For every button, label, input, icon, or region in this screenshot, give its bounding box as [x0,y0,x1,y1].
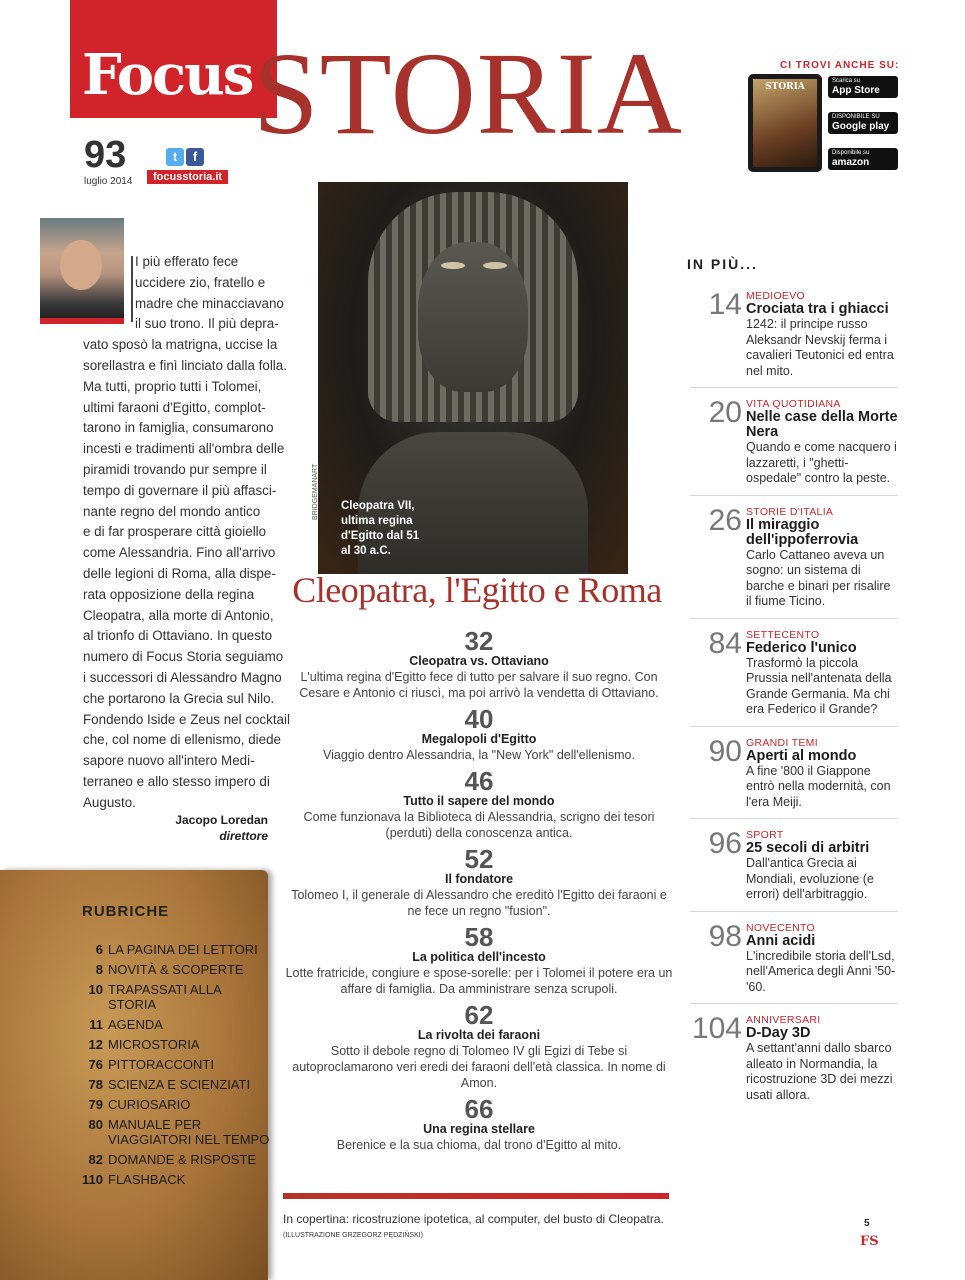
in-piu-category: NOVECENTO [746,921,816,934]
toc-divider [283,1193,669,1199]
in-piu-category: GRANDI TEMI [746,736,818,749]
in-piu-category: VITA QUOTIDIANA [746,398,841,410]
rubrica-item[interactable] [82,962,272,977]
tablet-image [748,74,822,172]
rubrica-item[interactable] [82,1057,272,1072]
rubrica-page: 8 [95,962,103,977]
in-piu-item[interactable] [690,503,898,619]
tablet-title: STORIA [765,82,805,92]
toc-page: 58 [464,922,494,952]
rubrica-label: PITTORACCONTI [108,1057,214,1072]
brand-storia: STORIA [253,28,684,159]
rubrica-page: 110 [82,1172,103,1187]
website-link[interactable]: focusstoria.it [147,170,228,184]
editorial-line: I più efferato fece [135,254,239,269]
in-piu-page: 26 [708,503,742,537]
rubrica-label: SCIENZA E SCIENZIATI [108,1077,251,1092]
toc-page: 40 [464,704,494,734]
in-piu-page: 98 [708,919,742,953]
brand-focus: Focus [82,42,253,108]
rubrica-label: AGENDA [108,1017,163,1032]
in-piu-category: ANNIVERSARI [746,1014,821,1026]
toc-headline: Cleopatra vs. Ottaviano [409,654,549,668]
hero-caption: Cleopatra VII, ultima regina d'Egitto dal 51 al 30 a.C. [341,500,420,557]
rubrica-page: 6 [95,942,103,957]
toc-item[interactable] [283,768,675,841]
in-piu-list [690,290,898,1121]
rubrica-page: 76 [88,1057,103,1072]
in-piu-description: Carlo Cattaneo aveva un sogno: un sistema di barche e binari per risalire il fiume Ticino. [746,547,891,608]
toc-description: Sotto il debole regno di Tolomeo IV gli Egizi di Tebe si autoproclamarono veri eredi dei faraoni dell'età classica. In nome di Amon. [292,1044,666,1090]
in-piu-category: MEDIOEVO [746,290,805,302]
editorial-line: uccidere zio, fratello e [135,274,266,290]
in-piu-page: 90 [708,734,742,768]
toc-page: 66 [464,1094,494,1124]
toc-headline: Tutto il sapere del mondo [403,794,555,808]
rubrica-label: DOMANDE & RISPOSTE [108,1152,257,1167]
editorial-line: tempo di governare il più affasci- [83,482,277,498]
twitter-icon[interactable]: t [166,148,184,166]
editorial-line: come Alessandria. Fino all'arrivo [83,545,276,561]
social-links [166,148,204,166]
find-us-label: CI TROVI ANCHE SU: [780,60,900,71]
editorial-line: sorellastra e finì linciato dalla folla. [83,357,287,373]
in-piu-headline: Federico l'unico [746,639,857,656]
in-piu-page: 20 [708,396,742,429]
rubrica-item[interactable] [82,1117,272,1147]
rubrica-label: TRAPASSATI ALLA STORIA [108,982,221,1012]
author-role: direttore [219,829,268,843]
toc-headline: La rivolta dei faraoni [417,1028,541,1042]
author-name: Jacopo Loredan [175,813,268,827]
rubrica-page: 11 [89,1017,103,1032]
in-piu-category: STORIE D'ITALIA [746,505,834,518]
toc-page: 62 [464,1000,494,1030]
in-piu-item[interactable] [690,626,898,727]
rubrica-item[interactable] [82,982,272,1012]
in-piu-description: A fine '800 il Giappone entrò nella modernità, con l'era Meiji. [746,763,891,809]
editorial-line: il suo trono. Il più depra- [135,316,279,332]
in-piu-headline: D-Day 3D [746,1025,811,1041]
in-piu-description: Quando e come nacquero i lazzaretti, i "ghetti-ospedale" contro la peste. [746,440,897,485]
issue-number: 93 [84,134,127,176]
in-piu-page: 14 [708,288,742,321]
rubrica-label: LA PAGINA DEI LETTORI [108,942,258,957]
editorial-line: piramidi trovando pur sempre il [83,461,267,477]
in-piu-description: 1242: il principe russo Aleksandr Nevskij ferma i cavalieri Teutonici ed entra nel mito. [746,317,894,378]
in-piu-page: 96 [708,827,742,860]
rubrica-item[interactable] [82,942,272,957]
toc-page: 32 [464,626,494,656]
toc-description: Tolomeo I, il generale di Alessandro che ereditò l'Egitto dei faraoni e ne fece un regno "fusion". [291,888,667,918]
rubrica-label: FLASHBACK [108,1172,186,1187]
in-piu-description: L'incredibile storia dell'Lsd, nell'America degli Anni '50-'60. [746,948,896,994]
rubriche-title: RUBRICHE [82,903,170,920]
editorial-line: rata opposizione della regina [83,586,255,602]
toc-headline: La politica dell'incesto [412,950,546,964]
app-store-badge[interactable]: Scarica su App Store [828,76,898,98]
toc-headline: Il fondatore [444,872,514,886]
photo-credit: BRIDGEMANART [312,463,319,520]
in-piu-category: SETTECENTO [746,628,820,641]
in-piu-description: Trasformò la piccola Prussia nell'antenata della Grande Germania. Ma chi era Federico il Grande? [746,655,892,716]
rubrica-page: 78 [88,1077,103,1092]
cover-credit: (ILLUSTRAZIONE GRZEGORZ PĘDZIŃSKI) [283,1232,424,1239]
editorial-line: ultimi faraoni d'Egitto, complot- [83,399,266,415]
in-piu-item[interactable] [690,398,898,496]
rubriche-list [82,942,272,1192]
editorial-line: tarono in famiglia, consumarono [83,420,274,436]
amazon-badge[interactable]: Disponibile su amazon [828,148,898,170]
in-piu-item[interactable] [690,829,898,912]
in-piu-page: 104 [691,1012,742,1045]
editorial-line: delle legioni di Roma, alla dispe- [83,565,276,581]
facebook-icon[interactable]: f [186,148,204,166]
main-story-toc [283,628,675,1158]
toc-item[interactable] [283,1096,675,1153]
in-piu-headline: Aperti al mondo [746,747,857,764]
in-piu-headline: Il miraggio dell'ippoferrovia [746,516,859,548]
in-piu-item[interactable] [690,734,898,820]
toc-item[interactable] [283,1002,675,1091]
in-piu-description: Dall'antica Grecia ai Mondiali, evoluzione (e errori) dell'arbitraggio. [746,856,874,901]
editorial-line: Fondendo Iside e Zeus nel cocktail [83,711,290,727]
editorial-line: terraneo e allo stesso impero di [83,773,270,789]
in-piu-headline: Crociata tra i ghiacci [746,301,889,317]
in-piu-page: 84 [708,626,742,660]
rubrica-item[interactable] [82,1152,272,1167]
rubrica-label: NOVITÀ & SCOPERTE [108,962,244,977]
in-piu-headline: Nelle case della Morte Nera [746,409,898,440]
in-piu-description: A settant'anni dallo sbarco alleato in Normandia, la ricostruzione 3D dei mezzi usati allora. [746,1041,893,1102]
in-piu-title: IN PIÙ... [687,256,758,272]
cover-note: In copertina: ricostruzione ipotetica, al computer, del busto di Cleopatra. [283,1212,664,1226]
in-piu-headline: 25 secoli di arbitri [746,840,870,856]
toc-item[interactable] [283,628,675,701]
rubrica-page: 79 [88,1097,103,1112]
in-piu-headline: Anni acidi [746,932,816,949]
toc-description: Viaggio dentro Alessandria, la "New York" dell'ellenismo. [323,748,635,762]
rubrica-item[interactable] [82,1037,272,1052]
in-piu-category: SPORT [746,829,784,841]
toc-item[interactable] [283,706,675,763]
in-piu-item[interactable] [690,1014,898,1111]
rubrica-page: 10 [88,982,103,997]
issue-date: luglio 2014 [84,176,133,187]
google-play-badge[interactable]: DISPONIBILE SU Google play [828,112,898,134]
editorial-signature [150,812,268,844]
fs-logo: FS [860,1234,879,1249]
editorial-line: incesti e tradimenti all'ombra delle [83,441,285,457]
toc-page: 46 [464,766,494,796]
toc-headline: Una regina stellare [423,1122,535,1136]
editorial-line: vato sposò la matrigna, uccise la [83,337,278,353]
editorial-line: che, col nome di ellenismo, diede [83,732,281,748]
editorial-line: e di far prosperare città gioiello [83,524,267,540]
editorial-line: sapore nuovo all'intero Medi- [83,753,255,769]
in-piu-item[interactable] [690,919,898,1005]
rubrica-label: CURIOSARIO [108,1097,191,1112]
rubrica-item[interactable] [82,1172,272,1187]
toc-description: Berenice e la sua chioma, dal trono d'Egitto al mito. [336,1138,622,1152]
page-number: 5 [864,1218,870,1229]
rubrica-page: 12 [88,1037,103,1052]
rubrica-page: 82 [88,1152,103,1167]
editorial-line: Augusto. [83,794,136,810]
editorial-line: che portarono la Grecia sul Nilo. [83,690,275,706]
rubrica-label: MICROSTORIA [108,1037,200,1052]
editorial-line: madre che minacciavano [135,295,284,311]
toc-description: Lotte fratricide, congiure e spose-sorelle: per i Tolomei il potere era un affare di famiglia. Da amministrare senza scrupoli. [285,966,673,996]
in-piu-item[interactable] [690,290,898,388]
rubrica-page: 80 [88,1117,103,1132]
rubrica-item[interactable] [82,1077,272,1092]
editorial-line: Ma tutti, proprio tutti i Tolomei, [83,378,262,394]
toc-item[interactable] [283,924,675,997]
editorial-line: nante regno del mondo antico [83,503,261,519]
rubrica-item[interactable] [82,1017,272,1032]
toc-description: L'ultima regina d'Egitto fece di tutto per salvare il suo regno. Con Cesare e Antonio ci riuscì, ma poi arrivò la vendetta di Ottaviano. [299,670,659,700]
toc-item[interactable] [283,846,675,919]
main-story-title: Cleopatra, l'Egitto e Roma [292,570,662,610]
toc-page: 52 [464,844,494,874]
editorial-line: numero di Focus Storia seguiamo [83,649,284,665]
editorial-line: i successori di Alessandro Magno [83,669,282,685]
toc-headline: Megalopoli d'Egitto [421,732,537,746]
rubrica-item[interactable] [82,1097,272,1112]
editorial-text [83,252,290,814]
toc-description: Come funzionava la Biblioteca di Alessandria, scrigno dei tesori (perduti) della conoscenza antica. [303,810,655,840]
editorial-line: Cleopatra, alla morte di Antonio, [83,607,274,623]
editorial-line: al trionfo di Ottaviano. In questo [83,628,273,644]
rubrica-label: MANUALE PER VIAGGIATORI NEL TEMPO [108,1117,270,1147]
